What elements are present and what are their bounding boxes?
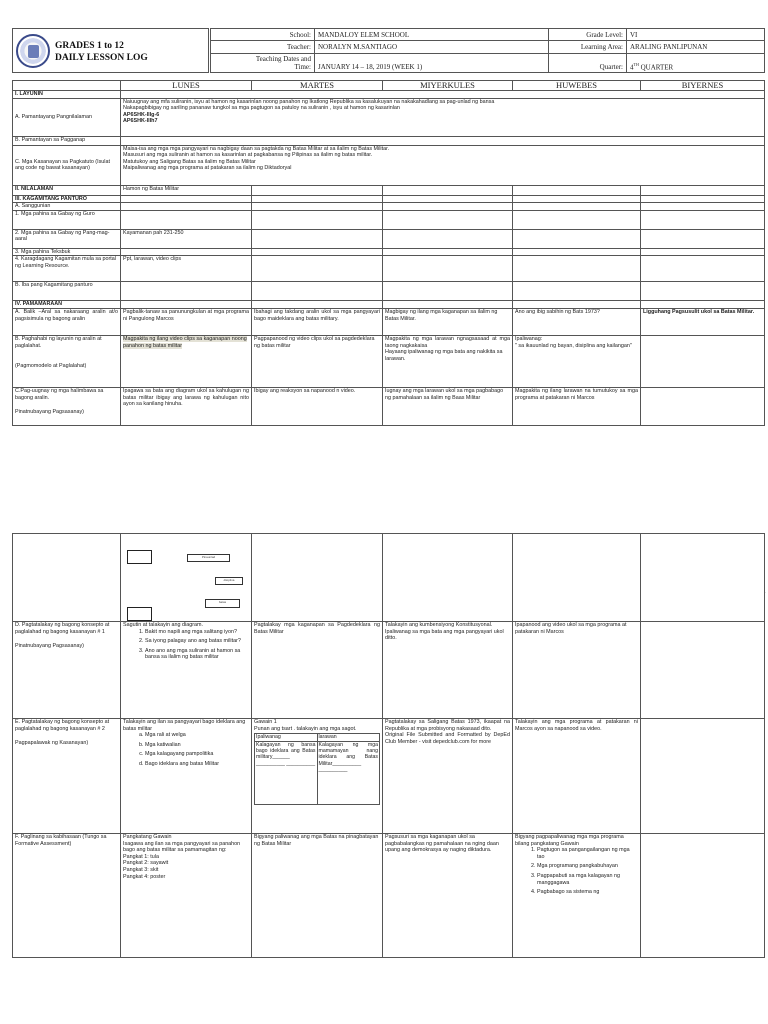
pagtatalakay-2-label: E. Pagtatalakay ng bagong konsepto at paglalahad ng bagong kasanayan # 2	[15, 719, 110, 732]
paglinang-huwebes-item: 1. Pagtugon sa pangangailangan ng mga tao	[537, 847, 638, 860]
label-paghahabi	[13, 335, 121, 387]
day-biyernes: BIYERNES	[641, 81, 765, 91]
pagtatalakay-2-item: b. Mga katiwalian	[145, 742, 249, 749]
pagtatalakay-2-miyerkules	[383, 719, 513, 834]
label-gabay-mag-aaral: 2. Mga pahina sa Gabay ng Pang-mag-aaral	[13, 229, 121, 248]
paglinang-huwebes-item: 3. Pagpapabuti sa mga kalagayan ng manggagawa	[537, 873, 638, 886]
dates-value: JANUARY 14 – 18, 2019 (WEEK 1)	[315, 53, 549, 72]
balik-aral-miyerkules: Magbigay ng ilang mga kaganapan sa ilalim ng Batas Militar.	[383, 308, 513, 335]
pagtatalakay-1-item: 1. Bakit mo napili ang mga salitang iyon?	[145, 629, 249, 636]
pagtatalakay-2-item: c. Mga kalagayang pampolitika	[145, 751, 249, 758]
pagtatalakay-2-martes	[252, 719, 383, 834]
teacher-label: Teacher:	[211, 41, 315, 53]
gawain-1-header-larawan: larawan	[317, 734, 380, 741]
paglinang-line: Pangkat 4: poster	[123, 873, 166, 880]
section-nilalaman: II. NILALAMAN	[13, 185, 121, 195]
gawain-1-cell-mamamayan: Kalagayan ng mga mamamayan nang ideklara ang Batas Militar__________ __________	[317, 741, 380, 804]
area-value: ARALING PANLIPUNAN	[627, 41, 765, 53]
diagram-cell	[121, 534, 252, 622]
pag-uugnay-miyerkules: Iugnay ang mga larawan ukol sa mga pagbabago ng pamahalaan sa ilalim ng Baas Militar	[383, 387, 513, 425]
paghahabi-miyerkules-text: Magpakita ng mga larawan ngnagsasaad at mga taong nagkakaisa	[385, 335, 510, 349]
day-martes: MARTES	[252, 81, 383, 91]
pagtatalakay-2-intro: Talakayin ang ilan sa pangyayari bago ideklara ang batas militar	[123, 719, 246, 732]
logo-box	[12, 28, 209, 73]
paghahabi-martes: Pagpapanood ng video clips ukol sa pagdedeklara ng batas militar	[252, 335, 383, 387]
pagtatalakay-1-item: 3. Ano ano ang mga suliranin at hamon sa bansa sa ilalim ng batas militar	[145, 648, 249, 661]
pagtatalakay-1-label: D. Pagtatalakay ng bagong konsepto at paglalahad ng bagong kasanayan # 1	[15, 622, 110, 635]
saligang-batas-text: Pagtatalakay sa Saligang Batas 1973, ikaapat na Republika at mga probisyong nakasaad dito.	[385, 719, 510, 732]
paghahabi-huwebes-quote: " sa ikauunlad ng bayan, disiplina ang kailangan"	[515, 342, 632, 349]
label-teksbuk: 3. Mga pahina Teksbuk	[13, 248, 121, 256]
paghahabi-label: B. Paghahabi ng layunin ng aralin at paglalahat.	[15, 335, 102, 349]
paglinang-huwebes-intro: Bigyang pagpapaliwanag mga mga programa bilang pangkatang Gawain	[515, 834, 624, 847]
paglinang-line: Pangkat 3: skit	[123, 866, 159, 873]
paglinang-huwebes-item: 2. Mga programang pangkabuhayan	[537, 863, 638, 870]
dates-label	[211, 53, 315, 72]
lesson-table-1	[12, 80, 765, 426]
pagtatalakay-1-intro: Sagutin at talakayin ang diagram.	[123, 622, 204, 628]
lesson-table-2	[12, 533, 765, 958]
label-gabay-guro: 1. Mga pahina sa Gabay ng Guro	[13, 210, 121, 229]
kasanayan-content	[121, 145, 765, 185]
gawain-1-intro: Punan ang tsart . talakayin ang mga sagot.	[254, 725, 357, 732]
diagram-bottom-box	[127, 607, 152, 621]
quarter-sup: TH	[633, 61, 639, 67]
pagtatalakay-1-martes: Pagtalakay mga kaganapan sa Pagdedeklara ng Batas Militar	[252, 622, 383, 719]
paghahabi-lunes	[121, 335, 252, 387]
paglinang-huwebes	[513, 834, 641, 958]
diagram-center-box	[127, 550, 152, 564]
pagtatalakay-1-miyerkules: Talakayin ang kumbensiyong Konstitusyonal. Ipaliwanag sa mga bata ang mga pangyayari ukol ditto.	[383, 622, 513, 719]
quarter-number: 4	[630, 63, 634, 71]
quarter-word: QUARTER	[638, 63, 674, 71]
balik-aral-biyernes: Ligguhang Pagsusulit ukol sa Batas Militar.	[641, 308, 765, 335]
paghahabi-lunes-text: Magpakita ng ilang video clips sa kaganapan noong panahon ng batas militar	[123, 335, 247, 349]
dates-label-line2: Time:	[294, 62, 311, 71]
kasanayan-line-1: Maisa-isa ang mga mga pangyayari na nagbigay daan sa pagtakda ng Batas Militar at sa ilalim ng Batas Militar.	[123, 145, 390, 152]
label-kasanayan: C. Mga Kasanayan sa Pagkatuto (Isulat ang code ng bawat kasanayan)	[13, 145, 121, 185]
paglinang-line: Pangkat 2: sayawit	[123, 860, 169, 867]
log-title: DAILY LESSON LOG	[55, 52, 148, 63]
deped-seal-icon	[16, 34, 50, 68]
diagram-box-batas: batas	[205, 599, 240, 608]
pag-uugnay-lunes: Ipagawa sa bata ang diagram ukol sa kahulugan ng batas militar ibigay ang larawa ng kahulugan nito ayon sa kanilang hinuha.	[121, 387, 252, 425]
label-balik-aral: A. Balik –Aral sa nakaraang aralin at/o pagsisimula ng bagong aralin	[13, 308, 121, 335]
balik-aral-lunes: Pagbalik-tanaw sa panunungkulan at mga programa ni Pangulong Marcos	[121, 308, 252, 335]
paghahabi-huwebes	[513, 335, 641, 387]
area-label: Learning Area:	[549, 41, 627, 53]
competency-code-1: AP6SHK-IIIg-6	[123, 111, 160, 118]
gabay-mag-aaral-value: Kayamanan pah 231-250	[121, 229, 252, 248]
school-value: MANDALOY ELEM SCHOOL	[315, 29, 549, 41]
pag-uugnay-note: Pinatnubayang Pagsasanay)	[15, 409, 84, 416]
teacher-value: NORALYN M.SANTIAGO	[315, 41, 549, 53]
paglinang-lunes	[121, 834, 252, 958]
competency-code-2: AP6SHK-IIIh7	[123, 118, 158, 125]
paglinang-martes: Bigyang paliwanag ang mga Batas na pinagbatayan ng Batas Militar	[252, 834, 383, 958]
quarter-label: Quarter:	[549, 53, 627, 72]
pag-uugnay-label: C.Pag-uugnay ng mga halimbawa sa bagong aralin.	[15, 387, 104, 401]
paglinang-line: Pangkat 1: tula	[123, 853, 159, 860]
section-layunin: I. LAYUNIN	[13, 91, 121, 99]
balik-aral-martes: Ibahagi ang takdang aralin ukol sa mga pangyayari bago maideklara ang batas military.	[252, 308, 383, 335]
label-pamantayan-sa-pagganap: B. Pamantayan sa Pagganap	[13, 136, 121, 145]
paglinang-line: Pangkatang Gawain	[123, 834, 172, 840]
dates-label-line1: Teaching Dates and	[255, 54, 311, 63]
pangnilalaman-line-1: Naiuugnay ang mfa suliranin, isyu at hamon ng kasarinlan noong panahon ng Ikatlong Republika sa kasalukuyan na nakakahadlang sa pag-unlad ng bansa	[123, 98, 495, 105]
info-table	[210, 28, 765, 73]
section-kagamitang-panturo: III. KAGAMITANG PANTURO	[13, 195, 121, 203]
grades-label: GRADES 1 to 12	[55, 41, 124, 51]
stray-mark: ·	[764, 590, 766, 596]
pagtatalakay-2-item: a. Mga rali at welga	[145, 732, 249, 739]
paglinang-huwebes-item: 4. Pagbabago sa sistema ng	[537, 889, 638, 896]
pagtatalakay-1-huwebes: Ipapanood ang video ukol sa mga programa at patakaran ni Marcos	[513, 622, 641, 719]
gawain-1-header-ipaliwanag: Ipaliwanag	[255, 734, 318, 741]
label-iba-pang-kagamitan: B. Iba pang Kagamitang panturo	[13, 282, 121, 301]
label-karagdagang-kagamitan: 4. Karagdagang Kagamitan mula sa portal ng Learning Resource.	[13, 256, 121, 282]
school-label: School:	[211, 29, 315, 41]
label-pag-uugnay	[13, 387, 121, 425]
pagtatalakay-1-note: Pinatnubayang Pagsasanay)	[15, 643, 84, 650]
gawain-1-title: Gawain 1	[254, 719, 277, 725]
label-pagtatalakay-2	[13, 719, 121, 834]
label-pagtatalakay-1	[13, 622, 121, 719]
pagtatalakay-1-lunes	[121, 622, 252, 719]
paghahabi-huwebes-text: Ipaliwanag:	[515, 335, 543, 342]
label-paglinang: F. Paglinang sa kabihasaan (Tungo sa Formative Assessment)	[13, 834, 121, 958]
section-pamamaraan: IV. PAMAMARAAN	[13, 301, 121, 309]
kasanayan-line-3: Matutukoy ang Saligang Batas sa ilalim ng Batas Militar	[123, 158, 256, 165]
header-title	[55, 41, 148, 65]
pamantayang-pangnilalaman-content	[121, 98, 765, 136]
deped-club-note: Original File Submitted and Formatted by DepEd Club Member - visit depedclub.com for more	[385, 732, 510, 745]
nilalaman-value: Hamon ng Batas Militar	[121, 185, 252, 195]
pangnilalaman-line-2: Nakapagbibigay ng sariling pananaw tungkol sa mga pagtugon sa patuloy na suliranin , isyu at hamon ng kasarinlan	[123, 105, 400, 112]
diagram-box-pinaunlad: Pinaunlad	[187, 554, 230, 562]
pagtatalakay-2-note: Pagpapalawak ng Kasanayan)	[15, 740, 89, 747]
grade-label: Grade Level:	[549, 29, 627, 41]
quarter-value	[627, 53, 765, 72]
day-lunes: LUNES	[121, 81, 252, 91]
pag-uugnay-martes: Ibigay ang reaksyon sa napanood n video.	[252, 387, 383, 425]
label-pamantayang-pangnilalaman: A. Pamantayang Pangnilalaman	[13, 98, 121, 136]
balik-aral-huwebes: Ano ang ibig sabihin ng Bats 1973?	[513, 308, 641, 335]
paghahabi-miyerkules	[383, 335, 513, 387]
pagtatalakay-2-huwebes: Talakayin ang mga programa at patakaran ni Marcos ayon sa napanood sa video.	[513, 719, 641, 834]
gawain-1-table	[254, 733, 380, 804]
pagtatalakay-2-item: d. Bago ideklara ang batas Militar	[145, 761, 249, 768]
corner-cell	[13, 81, 121, 91]
paglinang-line: Isagawa ang ilan sa mga pangyayari sa panahon bago ang batas militar sa pamamagitan ng:	[123, 840, 241, 854]
label-sanggunian: A. Sanggunian	[13, 203, 121, 211]
day-huwebes: HUWEBES	[513, 81, 641, 91]
pag-uugnay-huwebes: Magpakita ng ilang larawan na tumutukoy sa mga programa at patakaran ni Marcos	[513, 387, 641, 425]
pagtatalakay-1-item: 2. Sa iyong palagay ano ang batas militar?	[145, 638, 249, 645]
kasanayan-line-2: Masusuri ang mga suliranin at hamon sa kasarinlan at pagkabansa ng Pilipinas sa ilalim ng batas militar.	[123, 152, 373, 159]
grade-value: VI	[627, 29, 765, 41]
karagdagang-kagamitan-value: Ppt, larawan, video clips	[121, 256, 252, 282]
paglinang-miyerkules: Pagsusuri sa mga kaganapan ukol sa pagbabalangkas ng pamahalaan na nging daan upang ang demokrasya ay naging diktadura.	[383, 834, 513, 958]
gawain-1-cell-bansa: Kalagayan ng bansa bago ideklara ang Batas military______ __________ __________	[255, 741, 318, 804]
paghahabi-miyerkules-text-2: Hayaang ipaliwanag ng mga bata ang nakikita sa larawan.	[385, 349, 503, 362]
day-miyerkules: MIYERKULES	[383, 81, 513, 91]
paghahabi-note: (Pagmomodelo at Paglalahat)	[15, 363, 87, 370]
pagtatalakay-2-lunes	[121, 719, 252, 834]
diagram-box-disiplina: disiplina	[215, 577, 243, 585]
kasanayan-line-4: Maipaliwanag ang mga programa at patakaran sa ilalim ng Diktadoryal	[123, 165, 292, 172]
